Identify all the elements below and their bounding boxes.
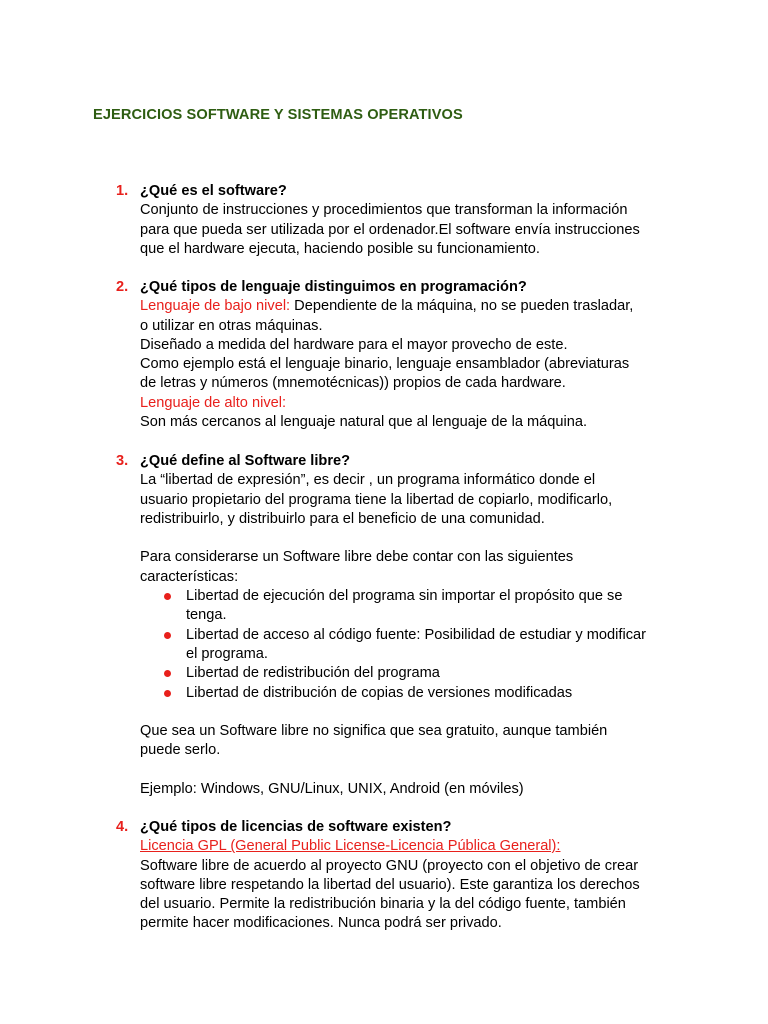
list-item-text: Libertad de distribución de copias de versiones modificadas [186, 684, 573, 701]
answer-line: para que pueda ser utilizada por el ordenador.El software envía instrucciones [140, 221, 640, 238]
low-level-text: Dependiente de la máquina, no se pueden trasladar, [290, 298, 634, 315]
license-gpl-link[interactable]: Licencia GPL (General Public License-Licencia Pública General): [140, 838, 561, 855]
answer-line: usuario propietario del programa tiene la libertad de copiarlo, modificarlo, [140, 491, 613, 508]
question-number: 1. [116, 183, 129, 199]
answer-line: Diseñado a medida del hardware para el mayor provecho de este. [140, 336, 568, 353]
answer-line: La “libertad de expresión”, es decir , un programa informático donde el [140, 472, 596, 489]
question-number: 4. [116, 819, 129, 835]
low-level-label: Lenguaje de bajo nivel: [140, 298, 291, 315]
answer-line: redistribuirlo, y distribuirlo para el beneficio de una comunidad. [140, 510, 545, 527]
list-item-text: Libertad de ejecución del programa sin importar el propósito que se [186, 588, 623, 605]
answer-line: Para considerarse un Software libre debe contar con las siguientes [140, 549, 574, 566]
answer-line: puede serlo. [140, 742, 221, 759]
spacer [140, 761, 686, 780]
answer-line: del usuario. Permite la redistribución binaria y la del código fuente, también [140, 896, 626, 913]
document-title: EJERCICIOS SOFTWARE Y SISTEMAS OPERATIVOS [93, 107, 463, 123]
bullet-icon [164, 632, 171, 639]
bullet-icon [164, 690, 171, 697]
high-level-label: Lenguaje de alto nivel: [140, 394, 287, 411]
question-title: ¿Qué es el software? [140, 183, 287, 199]
answer-line: software libre respetando la libertad del usuario). Este garantiza los derechos [140, 876, 640, 893]
question-number: 2. [116, 279, 129, 295]
question-1 [116, 182, 686, 259]
question-4 [116, 818, 686, 934]
list-item-text: el programa. [186, 645, 268, 662]
answer-line: de letras y números (mnemotécnicas)) propios de cada hardware. [140, 375, 566, 392]
answer-line: Conjunto de instrucciones y procedimientos que transforman la información [140, 202, 628, 219]
criteria-list [140, 587, 686, 703]
answer-line: Son más cercanos al lenguaje natural que al lenguaje de la máquina. [140, 414, 588, 431]
bullet-icon [164, 593, 171, 600]
example-line: Ejemplo: Windows, GNU/Linux, UNIX, Android (en móviles) [140, 781, 524, 798]
question-title: ¿Qué define al Software libre? [140, 453, 351, 469]
list-item [140, 664, 686, 683]
answer-line: o utilizar en otras máquinas. [140, 317, 323, 334]
answer-line: características: [140, 568, 239, 585]
answer-line: que el hardware ejecuta, haciendo posible su funcionamiento. [140, 240, 540, 257]
question-title: ¿Qué tipos de lenguaje distinguimos en programación? [140, 279, 527, 295]
answer-line: Que sea un Software libre no significa que sea gratuito, aunque también [140, 723, 608, 740]
list-item-text: Libertad de acceso al código fuente: Posibilidad de estudiar y modificar [186, 626, 646, 643]
answer-line: Como ejemplo está el lenguaje binario, lenguaje ensamblador (abreviaturas [140, 356, 630, 373]
question-2 [116, 278, 686, 432]
bullet-icon [164, 670, 171, 677]
list-item [140, 684, 686, 703]
list-item [140, 587, 686, 626]
list-item [140, 626, 686, 665]
spacer [140, 529, 686, 548]
answer-line: Software libre de acuerdo al proyecto GNU (proyecto con el objetivo de crear [140, 857, 639, 874]
answer-line: permite hacer modificaciones. Nunca podrá ser privado. [140, 915, 502, 932]
answer-line [140, 297, 686, 316]
question-3 [116, 452, 686, 799]
question-title: ¿Qué tipos de licencias de software existen? [140, 819, 452, 835]
list-item-text: Libertad de redistribución del programa [186, 665, 440, 682]
spacer [140, 703, 686, 722]
list-item-text: tenga. [186, 607, 227, 624]
question-number: 3. [116, 453, 129, 469]
